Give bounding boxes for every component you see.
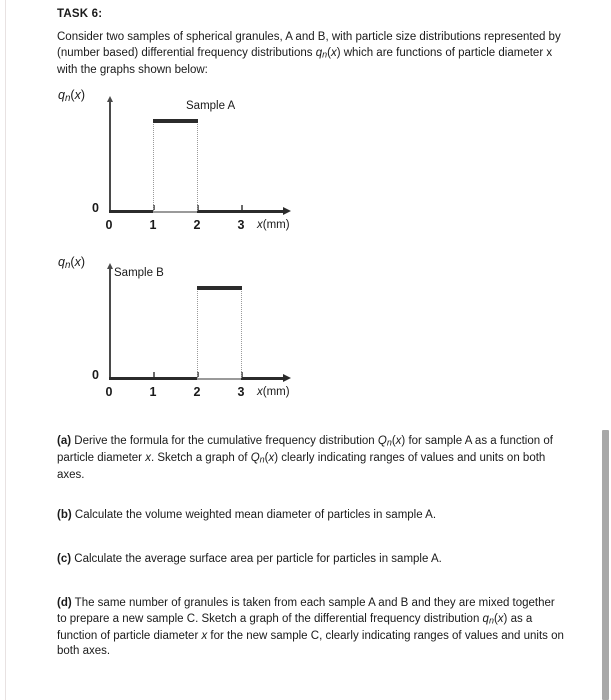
chart-a-x-axis-segment-1-2 [153, 211, 197, 213]
chart-a-xtick-label-0: 0 [105, 218, 113, 232]
question-d: (d) The same number of granules is taken from each sample A and B and they are mixed together to prepare a new sample C. Sketch a graph of the differential frequency distribution qn(x) as a function of particle diameter x for the new sample C, clearly indicating ranges of values and units on both axes. [57, 597, 564, 658]
chart-a-y-axis-arrow-icon [107, 96, 113, 102]
chart-a-bar-top [153, 119, 198, 123]
chart-a-xtick-label-2: 2 [193, 218, 201, 232]
chart-b-xtick-label-0: 0 [105, 385, 113, 399]
chart-b-y-axis-label: qn(x) [58, 255, 85, 271]
chart-a-title: Sample A [186, 100, 236, 112]
chart-b-x-axis-segment-0-2 [109, 377, 197, 380]
chart-a-bar-right-edge [197, 120, 198, 211]
chart-a-x-axis-segment-2-end [197, 210, 283, 213]
chart-a-xtick-label-3: 3 [237, 218, 245, 232]
chart-a-xtick-label-1: 1 [149, 218, 157, 232]
chart-b-y-axis-arrow-icon [107, 263, 113, 269]
chart-a-bar-left-edge [153, 120, 154, 211]
chart-b-x-axis-segment-3-end [241, 377, 283, 380]
chart-b-xtick-label-3: 3 [237, 385, 245, 399]
chart-a-x-axis-segment-0-1 [109, 210, 153, 213]
chart-b-title: Sample B [114, 267, 164, 279]
question-b: (b) Calculate the volume weighted mean diameter of particles in sample A. [57, 509, 437, 521]
chart-a-y-axis [109, 102, 111, 212]
chart-b-xtick-label-2: 2 [193, 385, 201, 399]
chart-b-xtick-1 [153, 372, 155, 377]
chart-a-y-axis-label: qn(x) [58, 88, 85, 104]
chart-b-y-axis [109, 269, 111, 379]
chart-a-x-axis-arrow-icon [283, 207, 291, 215]
vertical-scrollbar-thumb[interactable] [602, 430, 609, 700]
chart-b-x-axis-arrow-icon [283, 374, 291, 382]
page-title: TASK 6: [57, 8, 103, 20]
chart-a-xtick-3 [241, 205, 243, 210]
chart-b-bar-right-edge [241, 287, 242, 378]
chart-b-x-axis-segment-2-3 [197, 378, 241, 380]
chart-b-bar-top [197, 286, 242, 290]
vertical-scrollbar[interactable] [600, 0, 611, 700]
chart-sample-b [52, 255, 332, 415]
question-a: (a) Derive the formula for the cumulative frequency distribution Qn(x) for sample A as a function of particle diameter x. Sketch a graph of Qn(x) clearly indicating ranges of values and units on both axes. [57, 435, 553, 482]
intro-paragraph: Consider two samples of spherical granules, A and B, with particle size distributions represented by (number based) differential frequency distributions qn(x) which are functions of particle diameter x with the graphs shown below: [57, 31, 561, 76]
question-c: (c) Calculate the average surface area per particle for particles in sample A. [57, 553, 442, 565]
chart-b-bar-left-edge [197, 287, 198, 378]
chart-sample-a [52, 88, 332, 248]
chart-b-y-origin-label: 0 [92, 368, 99, 382]
chart-a-x-axis-label: x(mm) [257, 219, 290, 231]
chart-b-x-axis-label: x(mm) [257, 386, 290, 398]
chart-b-xtick-label-1: 1 [149, 385, 157, 399]
chart-a-y-origin-label: 0 [92, 201, 99, 215]
